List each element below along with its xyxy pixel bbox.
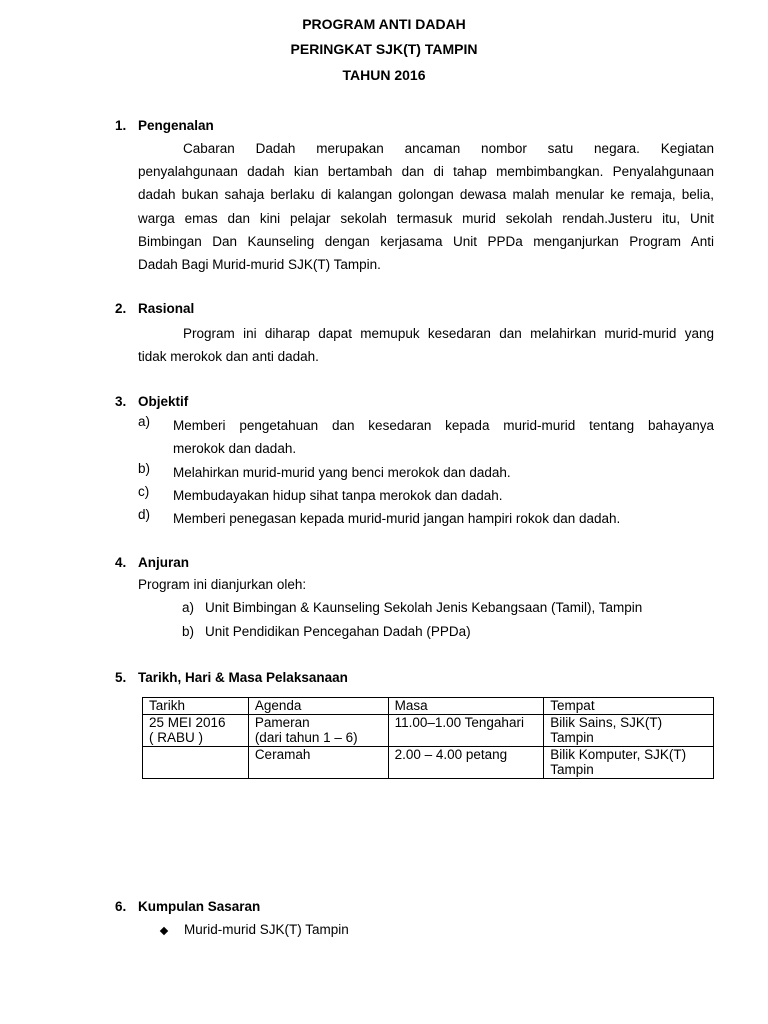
section-title: Tarikh, Hari & Masa Pelaksanaan (138, 670, 348, 685)
header-cell-tarikh: Tarikh (143, 698, 249, 715)
document-title-line-3: TAHUN 2016 (342, 67, 426, 83)
section-2-paragraph (138, 322, 714, 368)
objective-b-text: Melahirkan murid-murid yang benci merokok dan dadah. (173, 465, 511, 480)
objective-a-letter: a) (138, 414, 151, 429)
objective-a-text (173, 414, 714, 460)
anjuran-b-text: Unit Pendidikan Pencegahan Dadah (PPDa) (205, 624, 471, 639)
section-title: Kumpulan Sasaran (138, 899, 261, 914)
header-cell-agenda: Agenda (248, 698, 388, 715)
cell-line: Ceramah (254, 746, 311, 762)
table-row (143, 714, 714, 746)
paragraph-line: penyalahgunaan dadah kian bertambah dan di tahap membimbangkan. Penyalahgunaan (138, 164, 714, 180)
section-1-paragraph (138, 137, 714, 276)
paragraph-line: dadah bukan sahaja berlaku di kalangan golongan dewasa malah menular ke remaja, belia, (138, 187, 714, 203)
section-title: Objektif (138, 394, 189, 409)
section-5-heading (115, 670, 348, 685)
cell-line: (dari tahun 1 – 6) (254, 730, 358, 745)
cell-line: ( RABU ) (149, 730, 203, 745)
paragraph-line: Cabaran Dadah merupakan ancaman nombor satu negara. Kegiatan (183, 141, 714, 156)
paragraph-line: tidak merokok dan anti dadah. (138, 349, 319, 365)
paragraph-line: Bimbingan Dan Kaunseling dengan kerjasama Unit PPDa menganjurkan Program Anti (138, 233, 714, 249)
section-number: 1. (115, 118, 127, 133)
section-3-heading (115, 394, 188, 409)
anjuran-a-text: Unit Bimbingan & Kaunseling Sekolah Jenis Kebangsaan (Tamil), Tampin (205, 600, 643, 615)
objective-line: merokok dan dadah. (173, 441, 297, 457)
section-4-heading (115, 555, 189, 570)
objective-line: Memberi pengetahuan dan kesedaran kepada murid-murid tentang bahayanya (173, 418, 714, 433)
section-title: Rasional (138, 301, 195, 316)
table-cell-agenda (248, 746, 388, 778)
target-group-item: Murid-murid SJK(T) Tampin (184, 922, 349, 937)
cell-line: Tampin (550, 762, 594, 777)
table-cell-tarikh (143, 746, 249, 778)
table-cell-masa: 2.00 – 4.00 petang (388, 746, 544, 778)
objective-d-letter: d) (138, 507, 151, 522)
section-number: 4. (115, 555, 127, 570)
table-row (143, 746, 714, 778)
section-6-heading (115, 899, 260, 914)
objective-d-text: Memberi penegasan kepada murid-murid jangan hampiri rokok dan dadah. (173, 511, 621, 526)
table-cell-tempat (544, 746, 714, 778)
section-number: 2. (115, 301, 127, 316)
document-title-line-2: PERINGKAT SJK(T) TAMPIN (290, 41, 478, 57)
paragraph-line: Program ini diharap dapat memupuk kesedaran dan melahirkan murid-murid yang (183, 326, 714, 341)
objective-c-text: Membudayakan hidup sihat tanpa merokok dan dadah. (173, 488, 503, 503)
cell-line: Tampin (550, 730, 594, 745)
paragraph-line: warga emas dan kini pelajar sekolah termasuk murid sekolah rendah.Justeru itu, Unit (138, 210, 714, 226)
table-cell-masa: 11.00–1.00 Tengahari (388, 714, 544, 746)
objective-b-letter: b) (138, 461, 151, 476)
section-title: Anjuran (138, 555, 190, 570)
table-cell-tarikh (143, 714, 249, 746)
cell-line: Bilik Sains, SJK(T) (550, 714, 663, 730)
anjuran-b-letter: b) (182, 624, 195, 639)
schedule-table (142, 697, 714, 779)
table-cell-agenda (248, 714, 388, 746)
section-number: 6. (115, 899, 127, 914)
table-cell-tempat (544, 714, 714, 746)
document-title-line-1: PROGRAM ANTI DADAH (302, 16, 466, 32)
anjuran-a-letter: a) (182, 600, 195, 615)
cell-line: 25 MEI 2016 (149, 714, 226, 730)
section-title: Pengenalan (138, 118, 214, 133)
cell-line: Pameran (254, 714, 310, 730)
section-1-heading (115, 118, 214, 133)
bullet-diamond-icon (160, 927, 168, 935)
table-header-row (143, 698, 714, 715)
header-cell-masa: Masa (388, 698, 544, 715)
section-number: 5. (115, 670, 127, 685)
objective-c-letter: c) (138, 484, 150, 499)
header-cell-tempat: Tempat (544, 698, 714, 715)
section-number: 3. (115, 394, 127, 409)
anjuran-intro: Program ini dianjurkan oleh: (138, 577, 307, 592)
paragraph-line: Dadah Bagi Murid-murid SJK(T) Tampin. (138, 257, 381, 273)
cell-line: Bilik Komputer, SJK(T) (550, 746, 687, 762)
section-2-heading (115, 301, 194, 316)
